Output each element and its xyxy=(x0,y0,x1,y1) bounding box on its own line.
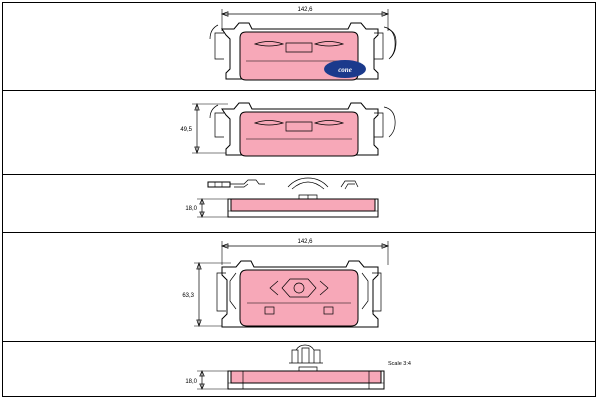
dimension-label: 49,5 xyxy=(180,127,192,133)
dimension-label: 63,3 xyxy=(182,293,194,299)
dimension-18-0-bottom xyxy=(185,371,228,389)
view-side-with-spring-clip xyxy=(3,342,595,397)
dimension-label: 18,0 xyxy=(185,206,197,212)
view-side-with-clips xyxy=(3,175,595,232)
brand-logo-text: cone xyxy=(338,66,352,74)
view-front-with-logo xyxy=(3,3,595,90)
scale-note: Scale 3:4 xyxy=(388,361,411,367)
friction-material xyxy=(240,112,358,156)
spring-clip-detail xyxy=(289,345,323,363)
friction-material xyxy=(240,270,358,326)
dimension-label: 18,0 xyxy=(185,379,197,385)
dimension-label: 142,6 xyxy=(297,239,313,245)
dimension-label: 142,6 xyxy=(297,7,313,13)
pad-side-body xyxy=(228,195,378,217)
view-front-large-pad xyxy=(3,233,595,341)
view-front-second-pad xyxy=(3,91,595,174)
brand-logo xyxy=(324,60,366,78)
dimension-18-0 xyxy=(185,199,228,217)
spring-clip-detail xyxy=(208,178,358,189)
pad-side-body xyxy=(228,367,384,389)
dimension-49-5 xyxy=(180,104,228,153)
